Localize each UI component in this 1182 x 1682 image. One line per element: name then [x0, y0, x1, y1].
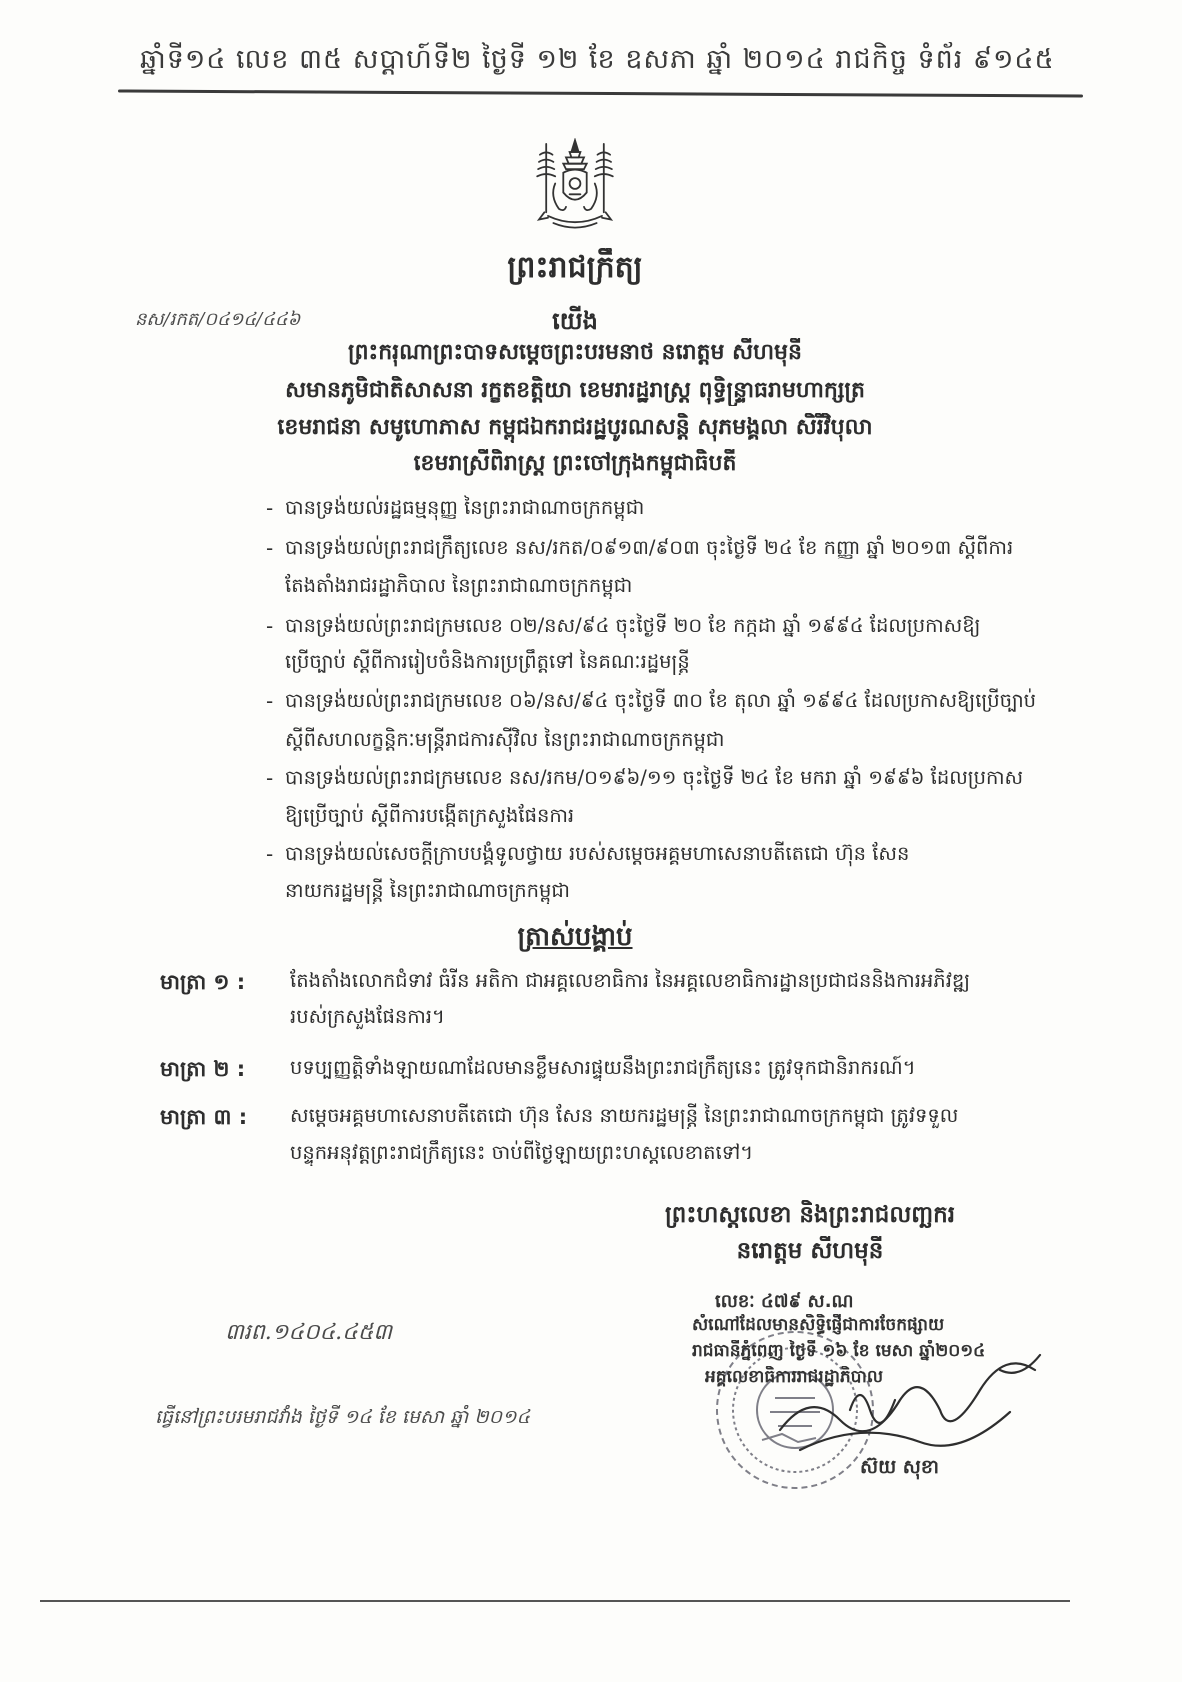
stamp-line: អគ្គលេខាធិការរាជរដ្ឋាភិបាល	[705, 1367, 884, 1387]
bullet-mark: -	[266, 614, 274, 638]
king-title-line: ខេមរាជនា សមូហោភាស កម្ពុជឯករាជរដ្ឋបូរណសន្តិ សុភមង្គលា សិរីវិបុលា	[277, 415, 873, 440]
article-text: តែងតាំងលោកជំទាវ ធំរីន អតិកា ជាអគ្គលេខាធិការ នៃអគ្គលេខាធិការដ្ឋានប្រជាជននិងការអភិវឌ្ឍ	[290, 969, 971, 992]
consideration-line: បានទ្រង់យល់សេចក្តីក្រាបបង្គំទូលថ្វាយ របស់សម្តេចអគ្គមហាសេនាបតីតេជោ ហ៊ុន សែន	[285, 842, 910, 865]
decree-reference-number: នស/រកត/០៤១៤/៤៤៦	[135, 309, 301, 330]
signatory-name: នរោត្តម សីហមុនី	[736, 1238, 884, 1264]
decree-title: ព្រះរាជក្រឹត្យ	[507, 250, 643, 285]
header-rule	[118, 89, 1083, 97]
footer-rule	[40, 1600, 1070, 1602]
article-label: មាត្រា ៣ :	[160, 1105, 248, 1129]
bullet-mark: -	[266, 842, 274, 866]
article-text: សម្តេចអគ្គមហាសេនាបតីតេជោ ហ៊ុន សែន នាយករដ្ឋមន្ត្រី នៃព្រះរាជាណាចក្រកម្ពុជា ត្រូវទទួល	[290, 1104, 959, 1127]
article-text: បទប្បញ្ញត្តិទាំងឡាយណាដែលមានខ្លឹមសារផ្ទុយនឹងព្រះរាជក្រឹត្យនេះ ត្រូវទុកជានិរាករណ៍។	[290, 1056, 916, 1079]
article-text: របស់ក្រសួងផែនការ។	[290, 1005, 445, 1028]
handwritten-registration-number: ៣រព.១៤០៤.៤៥៣	[225, 1320, 393, 1345]
consideration-line: បានទ្រង់យល់ព្រះរាជក្រមលេខ ០៦/នស/៩៤ ចុះថ្ងៃទី ៣០ ខែ តុលា ឆ្នាំ ១៩៩៤ ដែលប្រកាសឱ្យប្រើច្បាប់	[285, 689, 1037, 712]
king-title-line: ព្រះករុណាព្រះបាទសម្តេចព្រះបរមនាថ នរោត្តម សីហមុនី	[348, 340, 802, 365]
gazette-header: ឆ្នាំទី១៤ លេខ ៣៥ សប្តាហ៍ទី២ ថ្ងៃទី ១២ ខែ ឧសភា ឆ្នាំ ២០១៤ រាជកិច្ច ទំព័រ ៩១៤៥	[140, 44, 1055, 75]
consideration-line: បានទ្រង់យល់ព្រះរាជក្រឹត្យលេខ នស/រកត/០៩១៣/៩០៣ ចុះថ្ងៃទី ២៤ ខែ កញ្ញា ឆ្នាំ ២០១៣ ស្តីពីការ	[285, 536, 1014, 559]
stamp-line: សំណៅដែលមានសិទ្ធិផ្ញើជាការចែកផ្សាយ	[692, 1315, 945, 1335]
king-title-line: សមានភូមិជាតិសាសនា រក្ខតខត្តិយា ខេមរារដ្ឋរាស្ត្រ ពុទ្ធិន្ទ្រាធរាមហាក្សត្រ	[285, 378, 865, 403]
consideration-line: បានទ្រង់យល់ព្រះរាជក្រមលេខ នស/រកម/០១៩៦/១១ ចុះថ្ងៃទី ២៤ ខែ មករា ឆ្នាំ ១៩៩៦ ដែលប្រកាស	[285, 766, 1024, 789]
signature-heading: ព្រះហស្តលេខា និងព្រះរាជលញ្ឆករ	[664, 1202, 956, 1228]
bullet-mark: -	[266, 689, 274, 713]
royal-coat-of-arms-icon	[530, 138, 620, 238]
article-label: មាត្រា ១ :	[160, 970, 246, 994]
consideration-line: នាយករដ្ឋមន្ត្រី នៃព្រះរាជាណាចក្រកម្ពុជា	[285, 879, 570, 902]
stamp-line: រាជធានីភ្នំពេញ ថ្ងៃទី ១៦ ខែ មេសា ឆ្នាំ២០១៤	[692, 1341, 986, 1361]
article-text: បន្ទុកអនុវត្តព្រះរាជក្រឹត្យនេះ ចាប់ពីថ្ងៃឡាយព្រះហស្តលេខាតទៅ។	[290, 1141, 754, 1164]
king-title-line: ខេមរាស្រីពិរាស្ត្រ ព្រះចៅក្រុងកម្ពុជាធិបតី	[413, 451, 737, 476]
consideration-line: ស្តីពីសហលក្ខន្តិកៈមន្ត្រីរាជការស៊ីវិល នៃព្រះរាជាណាចក្រកម្ពុជា	[285, 728, 725, 751]
command-heading: ត្រាស់បង្គាប់	[517, 922, 633, 952]
place-and-date: ធ្វើនៅព្រះបរមរាជវាំង ថ្ងៃទី ១៤ ខែ មេសា ឆ្នាំ ២០១៤	[155, 1406, 530, 1428]
consideration-line: បានទ្រង់យល់ព្រះរាជក្រមលេខ ០២/នស/៩៤ ចុះថ្ងៃទី ២០ ខែ កក្កដា ឆ្នាំ ១៩៩៤ ដែលប្រកាសឱ្យ	[285, 614, 981, 637]
bullet-mark: -	[266, 536, 274, 560]
consideration-line: តែងតាំងរាជរដ្ឋាភិបាល នៃព្រះរាជាណាចក្រកម្ពុជា	[285, 574, 633, 597]
consideration-line: ប្រើច្បាប់ ស្តីពីការរៀបចំនិងការប្រព្រឹត្តទៅ នៃគណៈរដ្ឋមន្ត្រី	[285, 650, 690, 673]
stamp-number: លេខៈ ៤៧៩ ស.ណ	[715, 1291, 854, 1312]
article-label: មាត្រា ២ :	[160, 1057, 246, 1081]
consideration-line: បានទ្រង់យល់រដ្ឋធម្មនុញ្ញ នៃព្រះរាជាណាចក្រកម្ពុជា	[285, 496, 645, 519]
stamp-signer-name: ស៊យ សុខា	[860, 1456, 939, 1478]
consideration-line: ឱ្យប្រើច្បាប់ ស្តីពីការបង្កើតក្រសួងផែនការ	[285, 804, 575, 827]
bullet-mark: -	[266, 766, 274, 790]
bullet-mark: -	[266, 496, 274, 520]
decree-we: យើង	[552, 307, 598, 335]
